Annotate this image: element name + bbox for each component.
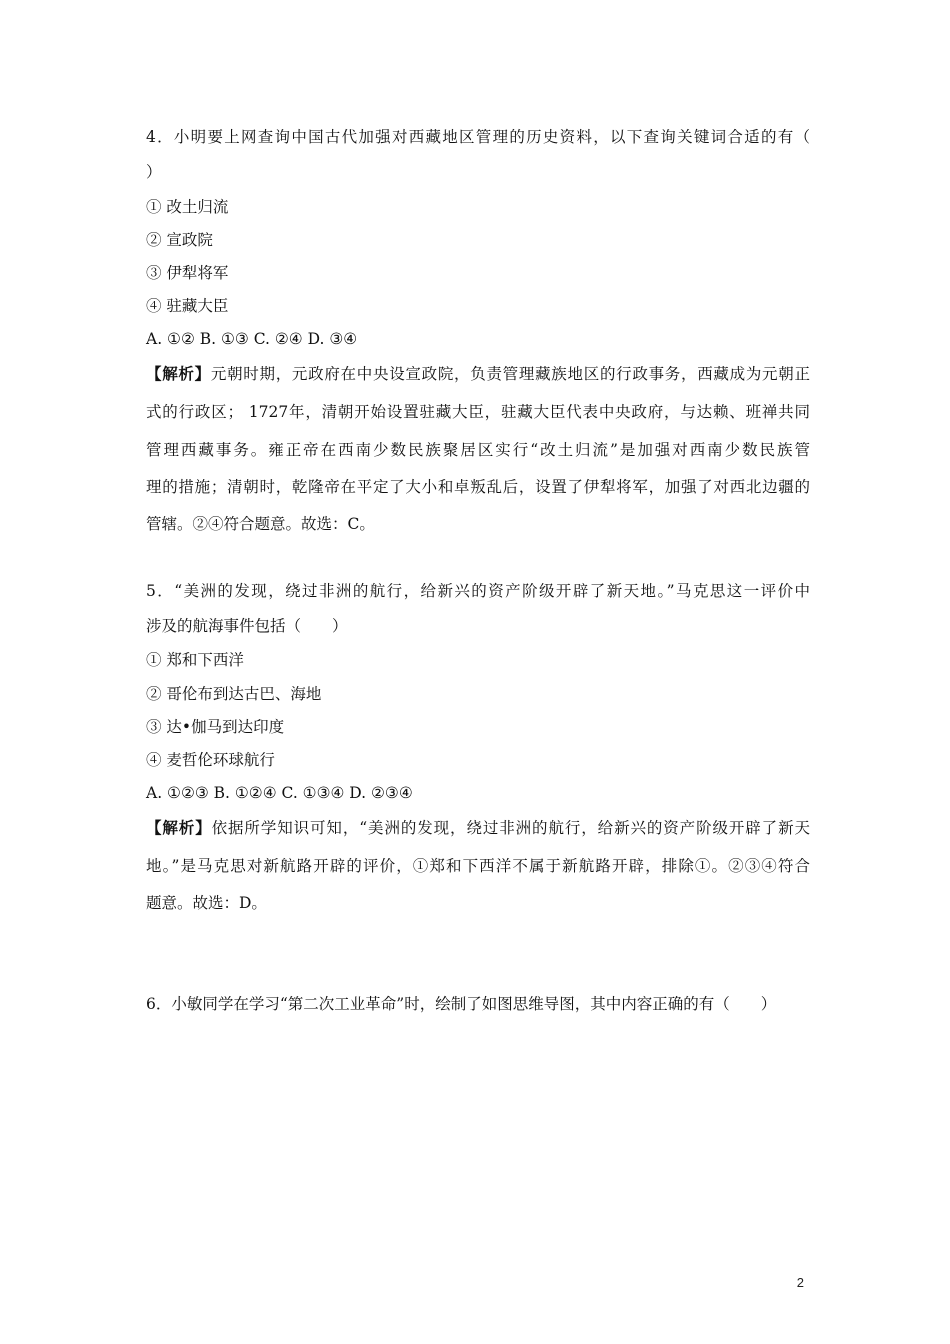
q5-analysis-text1: 依据所学知识可知，“美洲的发现，绕过非洲的航行，给新兴的资产阶级开辟了新天: [211, 819, 810, 837]
q5-stem-line1: 5．“美洲的发现，绕过非洲的航行，给新兴的资产阶级开辟了新天地。”马克思这一评价中: [146, 582, 810, 600]
q5-option-3: ③ 达•伽马到达印度: [146, 718, 285, 736]
q4-analysis-line1: [146, 364, 810, 384]
q5-stem-line2: 涉及的航海事件包括（ ）: [146, 617, 348, 635]
q5-option-1: ① 郑和下西洋: [146, 651, 244, 669]
q5-analysis-line2: 地。”是马克思对新航路开辟的评价，①郑和下西洋不属于新航路开辟，排除①。②③④符合: [146, 857, 810, 875]
q4-option-3: ③ 伊犁将军: [146, 264, 229, 282]
q4-analysis-line5: 管辖。②④符合题意。故选：C。: [146, 515, 375, 533]
q4-stem-line1: 4．小明要上网查询中国古代加强对西藏地区管理的历史资料，以下查询关键词合适的有（: [146, 128, 810, 146]
page-number: 2: [796, 1275, 804, 1290]
q5-analysis-label: 【解析】: [146, 818, 212, 837]
q5-option-4: ④ 麦哲伦环球航行: [146, 751, 275, 769]
q4-option-2: ② 宣政院: [146, 231, 213, 249]
q5-option-2: ② 哥伦布到达古巴、海地: [146, 685, 322, 703]
q4-analysis-line2: 式的行政区； 1727年，清朝开始设置驻藏大臣，驻藏大臣代表中央政府，与达赖、班禅共同: [146, 403, 810, 421]
q5-analysis-line1: [146, 818, 810, 838]
q6-stem-line1: 6．小敏同学在学习“第二次工业革命”时，绘制了如图思维导图，其中内容正确的有（ ）: [146, 995, 777, 1013]
q5-analysis-line3: 题意。故选：D。: [146, 894, 267, 912]
q4-stem-line2: ）: [146, 163, 162, 181]
q4-analysis-text1: 元朝时期，元政府在中央设宣政院，负责管理藏族地区的行政事务，西藏成为元朝正: [210, 365, 810, 383]
q4-analysis-line4: 理的措施；清朝时，乾隆帝在平定了大小和卓叛乱后，设置了伊犁将军，加强了对西北边疆的: [146, 478, 810, 496]
q4-option-1: ① 改土归流: [146, 198, 229, 216]
q5-choices: A. ①②③ B. ①②④ C. ①③④ D. ②③④: [146, 784, 413, 802]
q4-analysis-label: 【解析】: [146, 364, 211, 383]
q4-choices: A. ①② B. ①③ C. ②④ D. ③④: [146, 330, 358, 348]
q4-option-4: ④ 驻藏大臣: [146, 297, 229, 315]
q4-analysis-line3: 管理西藏事务。雍正帝在西南少数民族聚居区实行“改土归流”是加强对西南少数民族管: [146, 441, 810, 459]
